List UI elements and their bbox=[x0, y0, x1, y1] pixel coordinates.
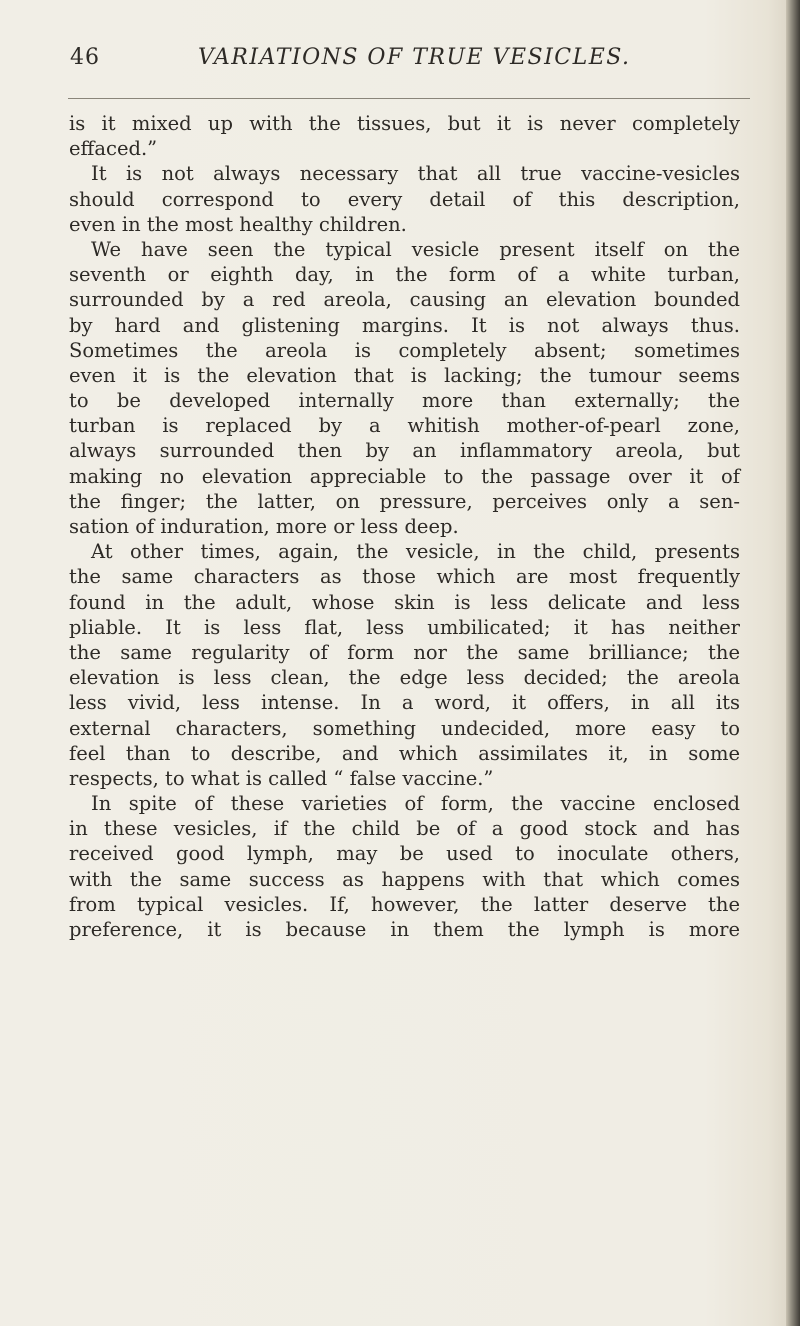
text-line: sation of induration, more or less deep. bbox=[69, 515, 459, 538]
text-line: is it mixed up with the tissues, but it is never completely bbox=[69, 112, 740, 135]
text-line: even it is the elevation that is lacking; the tumour seems bbox=[69, 363, 740, 387]
running-title: VARIATIONS OF TRUE VESICLES. bbox=[198, 45, 631, 70]
text-line: the same characters as those which are most frequently bbox=[69, 565, 740, 589]
text-line: even in the most healthy children. bbox=[69, 212, 407, 236]
page-edge-shadow bbox=[786, 0, 800, 1326]
header-rule bbox=[68, 98, 750, 99]
text-line: making no elevation appreciable to the passage over it of bbox=[69, 464, 740, 488]
text-line: found in the adult, whose skin is less delicate and less bbox=[69, 590, 740, 614]
text-line: external characters, something undecided, more easy to bbox=[69, 716, 740, 740]
text-line: respects, to what is called “ false vaccine.” bbox=[69, 766, 494, 790]
text-line: effaced.” bbox=[69, 137, 158, 161]
text-line: It is not always necessary that all true vaccine-vesicles bbox=[91, 162, 740, 186]
text-line: the finger; the latter, on pressure, perceives only a sen- bbox=[69, 489, 740, 513]
text-line: received good lymph, may be used to inoculate others, bbox=[69, 842, 740, 866]
text-line: by hard and glistening margins. It is not always thus. bbox=[69, 313, 740, 337]
body-text bbox=[69, 111, 740, 942]
text-line: seventh or eighth day, in the form of a white turban, bbox=[69, 263, 740, 287]
text-line: with the same success as happens with that which comes bbox=[69, 867, 740, 891]
text-line: elevation is less clean, the edge less decided; the areola bbox=[69, 666, 740, 690]
text-line: In spite of these varieties of form, the vaccine enclosed bbox=[91, 792, 740, 816]
text-line: preference, it is because in them the lymph is more bbox=[69, 918, 740, 941]
text-line: always surrounded then by an inflammatory areola, but bbox=[69, 439, 740, 463]
text-line: We have seen the typical vesicle present itself on the bbox=[91, 237, 740, 261]
text-line: turban is replaced by a whitish mother-of-pearl zone, bbox=[69, 414, 740, 438]
text-line: less vivid, less intense. In a word, it offers, in all its bbox=[69, 691, 740, 715]
page-number: 46 bbox=[70, 45, 100, 70]
text-line: to be developed internally more than externally; the bbox=[69, 389, 740, 413]
text-line: Sometimes the areola is completely absent; sometimes bbox=[69, 338, 740, 362]
text-line: in these vesicles, if the child be of a good stock and has bbox=[69, 817, 740, 841]
text-line: from typical vesicles. If, however, the latter deserve the bbox=[69, 892, 740, 916]
text-line: feel than to describe, and which assimilates it, in some bbox=[69, 741, 740, 765]
text-line: the same regularity of form nor the same brilliance; the bbox=[69, 640, 740, 664]
text-line: pliable. It is less flat, less umbilicated; it has neither bbox=[69, 615, 740, 639]
running-head bbox=[70, 38, 750, 78]
text-line: surrounded by a red areola, causing an elevation bounded bbox=[69, 288, 740, 312]
text-line: should correspond to every detail of this description, bbox=[69, 187, 740, 211]
text-line: At other times, again, the vesicle, in the child, presents bbox=[91, 540, 740, 564]
